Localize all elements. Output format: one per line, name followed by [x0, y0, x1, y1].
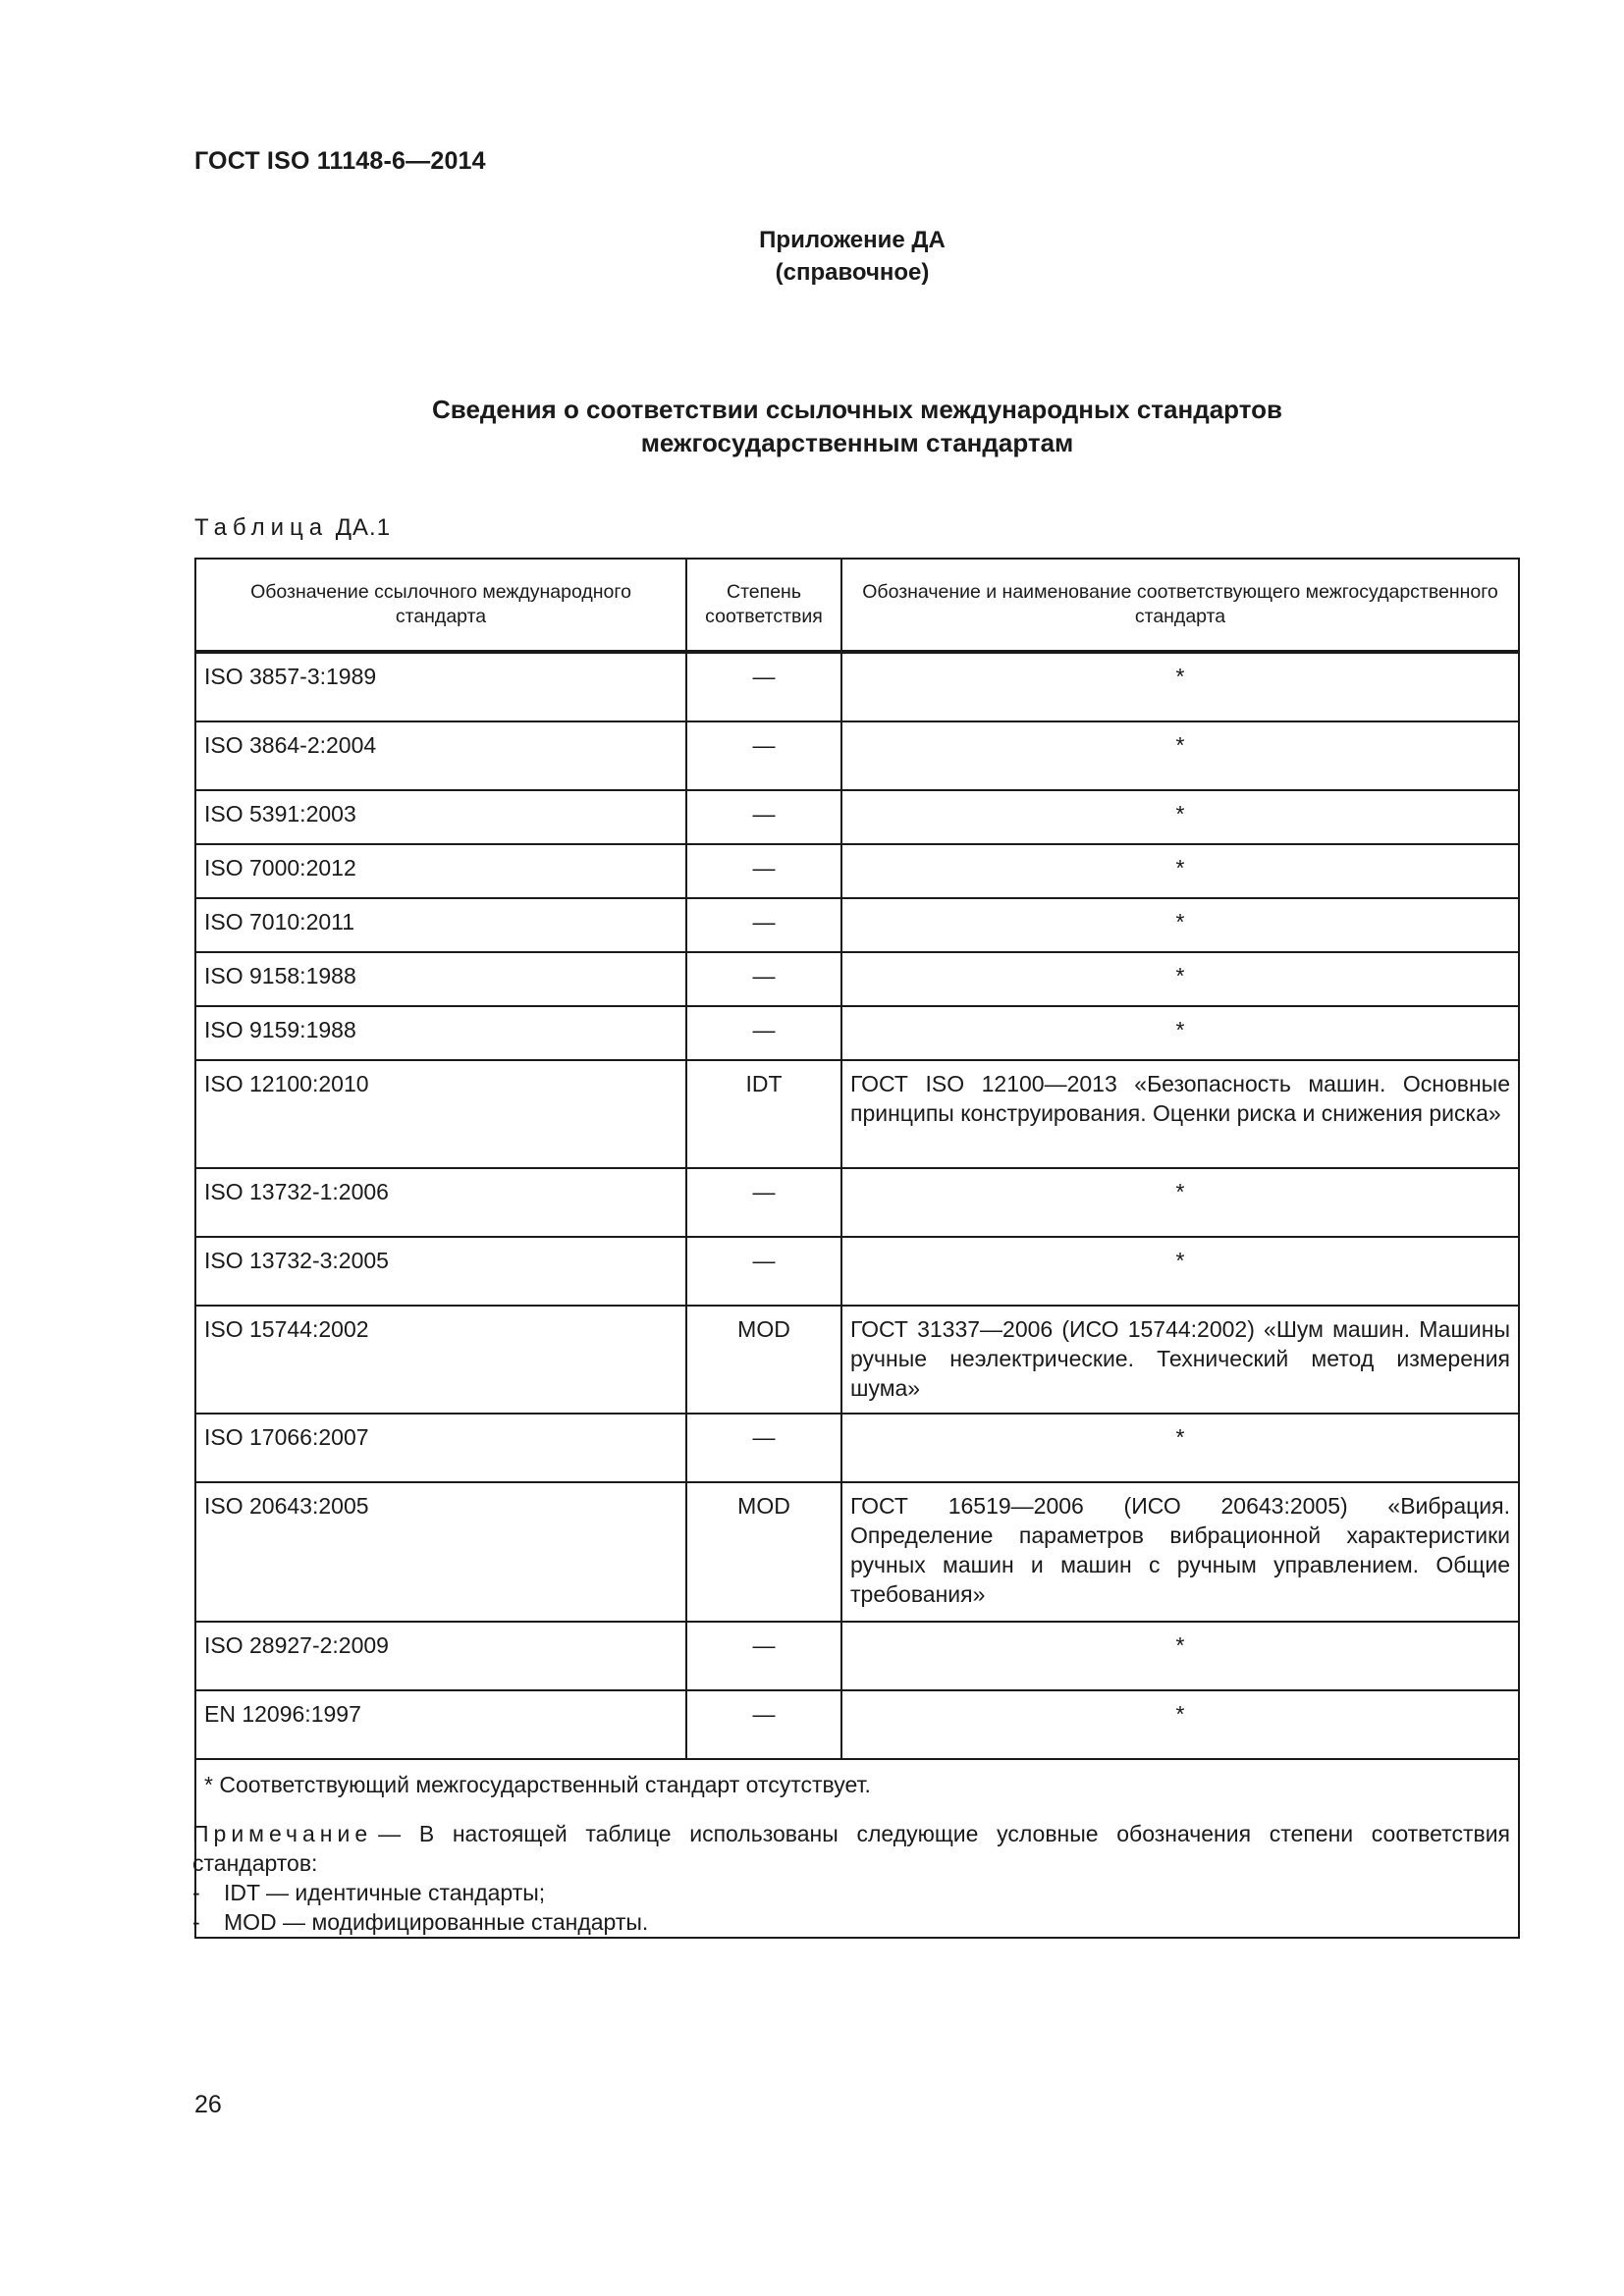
table-row [195, 1482, 1519, 1622]
column-header-interstate: Обозначение и наименование соответствующего межгосударственного стандарта [841, 559, 1519, 652]
footnote: * Соответствующий межгосударственный стандарт отсутствует. [204, 1772, 871, 1797]
reference-standard-cell: ISO 20643:2005 [195, 1482, 686, 1622]
interstate-standard-cell: * [841, 1006, 1519, 1060]
list-item: - IDT — идентичные стандарты; [192, 1880, 546, 1905]
table-notes-cell [192, 1759, 1519, 1938]
reference-standard-cell: ISO 3864-2:2004 [195, 721, 686, 790]
section-title [196, 393, 1518, 459]
reference-standard-cell: ISO 9158:1988 [195, 952, 686, 1006]
degree-cell: MOD [686, 1306, 841, 1414]
table-row [195, 898, 1519, 952]
table-caption [194, 514, 391, 542]
section-title-line-2: межгосударственным стандартам [640, 428, 1074, 457]
table-row [195, 721, 1519, 790]
note-item-text: MOD — модифицированные стандарты. [224, 1909, 649, 1935]
column-header-reference: Обозначение ссылочного международного стандарта [195, 559, 686, 652]
degree-cell: — [686, 1690, 841, 1759]
page-number: 26 [194, 2091, 222, 2118]
interstate-standard-cell: * [841, 652, 1519, 721]
degree-cell: IDT [686, 1060, 841, 1168]
reference-standard-cell: EN 12096:1997 [195, 1690, 686, 1759]
table-row [195, 952, 1519, 1006]
document-code-header: ГОСТ ISO 11148-6—2014 [194, 147, 486, 175]
interstate-standard-cell: * [841, 790, 1519, 844]
reference-standard-cell: ISO 7010:2011 [195, 898, 686, 952]
degree-cell: — [686, 1237, 841, 1306]
reference-standard-cell: ISO 9159:1988 [195, 1006, 686, 1060]
interstate-standard-cell: * [841, 952, 1519, 1006]
reference-standard-cell: ISO 28927-2:2009 [195, 1622, 686, 1690]
reference-standard-cell: ISO 13732-3:2005 [195, 1237, 686, 1306]
note-list [192, 1878, 1510, 1937]
reference-standard-cell: ISO 13732-1:2006 [195, 1168, 686, 1237]
note-paragraph [192, 1819, 1510, 1878]
reference-standard-cell: ISO 7000:2012 [195, 844, 686, 898]
interstate-standard-cell: * [841, 1168, 1519, 1237]
table-caption-number: ДА.1 [335, 514, 392, 541]
note-label: Примечание [192, 1821, 373, 1846]
table-row [195, 1060, 1519, 1168]
degree-cell: — [686, 790, 841, 844]
degree-cell: — [686, 844, 841, 898]
reference-standard-cell: ISO 15744:2002 [195, 1306, 686, 1414]
degree-cell: MOD [686, 1482, 841, 1622]
table-footer-row [195, 1759, 1519, 1938]
table-row [195, 1237, 1519, 1306]
column-header-degree: Степень соответствия [686, 559, 841, 652]
table-row [195, 1306, 1519, 1414]
reference-standard-cell: ISO 3857-3:1989 [195, 652, 686, 721]
table-row [195, 1690, 1519, 1759]
interstate-standard-cell: * [841, 1414, 1519, 1482]
note-item-text: IDT — идентичные стандарты; [224, 1880, 546, 1905]
degree-cell: — [686, 1622, 841, 1690]
degree-cell: — [686, 652, 841, 721]
degree-cell: — [686, 721, 841, 790]
table-row [195, 844, 1519, 898]
interstate-standard-cell: ГОСТ 16519—2006 (ИСО 20643:2005) «Вибрация. Определение параметров вибрационной характеристики ручных машин и машин с ручным управлением. Общие требования» [841, 1482, 1519, 1622]
annex-heading [0, 224, 1624, 289]
reference-standard-cell: ISO 17066:2007 [195, 1414, 686, 1482]
note-text: — В настоящей таблице использованы следующие условные обозначения степени соответствия стандартов: [192, 1821, 1510, 1876]
interstate-standard-cell: * [841, 1690, 1519, 1759]
table-header-row [195, 559, 1519, 652]
section-title-line-1: Сведения о соответствии ссылочных международных стандартов [432, 395, 1282, 424]
degree-cell: — [686, 1006, 841, 1060]
annex-type: (справочное) [775, 259, 930, 286]
table-row [195, 1168, 1519, 1237]
table-row [195, 1414, 1519, 1482]
table-row [195, 790, 1519, 844]
interstate-standard-cell: ГОСТ 31337—2006 (ИСО 15744:2002) «Шум машин. Машины ручные неэлектрические. Технический метод измерения шума» [841, 1306, 1519, 1414]
interstate-standard-cell: * [841, 1622, 1519, 1690]
reference-standard-cell: ISO 5391:2003 [195, 790, 686, 844]
degree-cell: — [686, 1168, 841, 1237]
standards-correspondence-table [194, 558, 1520, 1939]
table-row [195, 1622, 1519, 1690]
interstate-standard-cell: ГОСТ ISO 12100—2013 «Безопасность машин. Основные принципы конструирования. Оценки риска и снижения риска» [841, 1060, 1519, 1168]
degree-cell: — [686, 952, 841, 1006]
degree-cell: — [686, 1414, 841, 1482]
interstate-standard-cell: * [841, 721, 1519, 790]
table-row [195, 652, 1519, 721]
reference-standard-cell: ISO 12100:2010 [195, 1060, 686, 1168]
table-caption-word: Таблица [194, 514, 329, 541]
table-row [195, 1006, 1519, 1060]
interstate-standard-cell: * [841, 898, 1519, 952]
interstate-standard-cell: * [841, 844, 1519, 898]
annex-title: Приложение ДА [759, 227, 946, 253]
list-item: - MOD — модифицированные стандарты. [192, 1909, 649, 1935]
interstate-standard-cell: * [841, 1237, 1519, 1306]
degree-cell: — [686, 898, 841, 952]
